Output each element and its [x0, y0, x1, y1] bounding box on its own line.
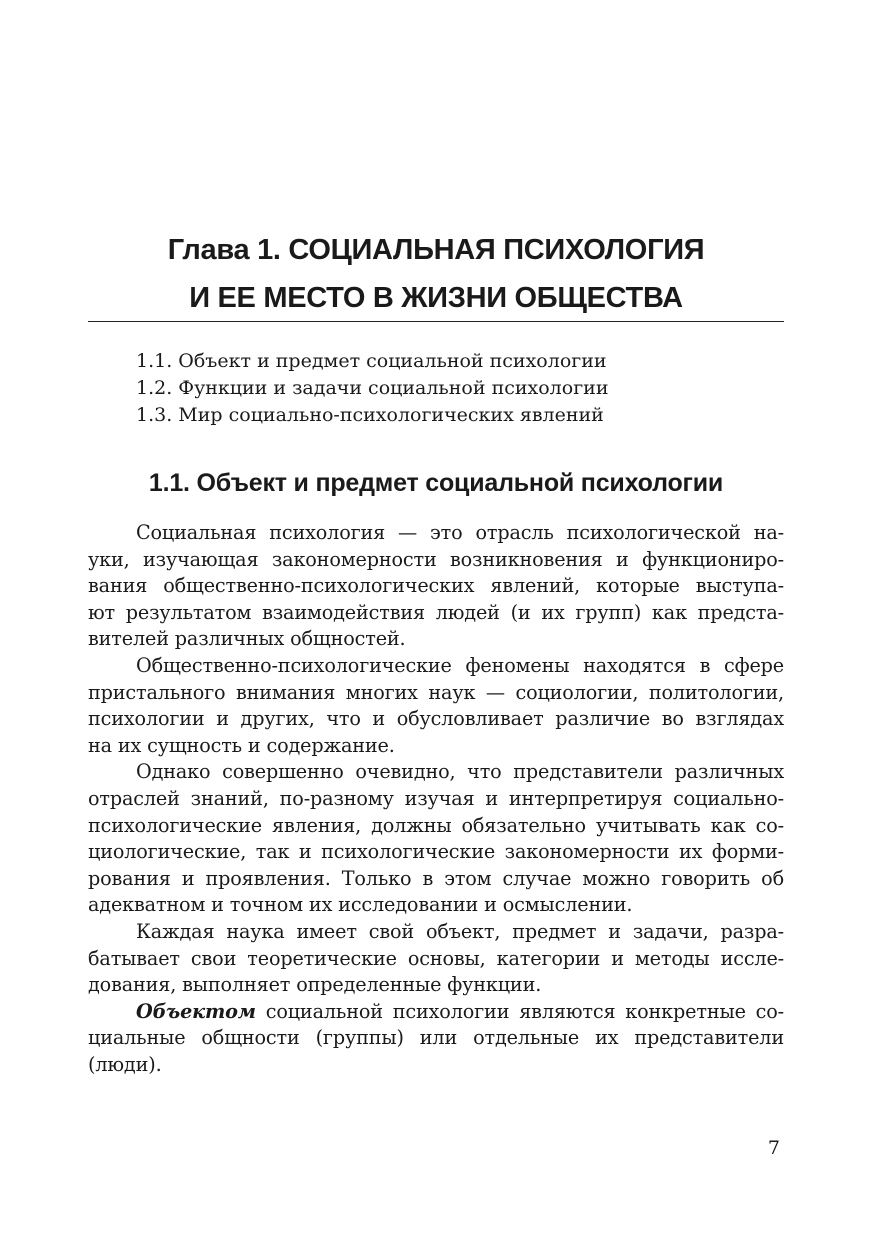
- section-title: 1.1. Объект и предмет социальной психологии: [148, 469, 724, 497]
- toc-item: 1.1. Объект и предмет социальной психологии: [136, 350, 607, 372]
- text-line: [88, 999, 784, 1026]
- text-line: вителей различных общностей.: [88, 627, 406, 651]
- text-line: ют результатом взаимодействия людей (и их групп) как предста-: [88, 600, 784, 624]
- text-line: адекватном и точном их исследовании и осмыслении.: [88, 893, 633, 917]
- text-line: уки, изучающая закономерности возникновения и функциониро-: [88, 547, 784, 571]
- text-line: психологии и других, что и обусловливает различие во взглядах: [88, 707, 784, 731]
- paragraph: [88, 919, 784, 999]
- text-line: психологические явления, должны обязательно учитывать как со-: [88, 813, 784, 837]
- text-line: Каждая наука имеет свой объект, предмет и задачи, разра-: [136, 919, 784, 943]
- text-line: рования и проявления. Только в этом случае можно говорить об: [88, 866, 784, 890]
- paragraph: [88, 653, 784, 759]
- text-fragment: социальной психологии являются конкретные со-: [255, 999, 784, 1023]
- toc-item: 1.2. Функции и задачи социальной психологии: [136, 377, 609, 399]
- text-line: циальные общности (группы) или отдельные их представители: [88, 1026, 784, 1050]
- page-number: 7: [767, 1137, 780, 1159]
- paragraph: [88, 759, 784, 919]
- text-line: дования, выполняет определенные функции.: [88, 973, 542, 997]
- text-line: на их сущность и содержание.: [88, 733, 395, 757]
- text-line: циологические, так и психологические закономерности их форми-: [88, 840, 784, 864]
- toc-item: 1.3. Мир социально-психологических явлений: [136, 404, 604, 426]
- text-line: (люди).: [88, 1052, 162, 1076]
- paragraph: [88, 520, 784, 653]
- text-line: Однако совершенно очевидно, что представители различных: [136, 760, 784, 784]
- chapter-title: [88, 226, 784, 322]
- paragraph-object-definition: [88, 999, 784, 1079]
- text-line: Общественно-психологические феномены находятся в сфере: [136, 653, 784, 677]
- chapter-contents: [136, 348, 608, 429]
- body-text: [88, 520, 784, 1078]
- term-object: Объектом: [136, 999, 256, 1023]
- text-line: отраслей знаний, по-разному изучая и интерпретируя социально-: [88, 786, 784, 810]
- chapter-title-line-2: И ЕЕ МЕСТО В ЖИЗНИ ОБЩЕСТВА: [189, 282, 683, 314]
- chapter-title-line-1: Глава 1. СОЦИАЛЬНАЯ ПСИХОЛОГИЯ: [167, 234, 705, 266]
- text-line: пристального внимания многих наук — социологии, политологии,: [88, 680, 784, 704]
- text-line: Социальная психология — это отрасль психологической на-: [136, 521, 784, 544]
- chapter-divider: [88, 321, 784, 322]
- text-line: батывает свои теоретические основы, категории и методы иссле-: [88, 946, 784, 970]
- text-line: вания общественно-психологических явлений, которые выступа-: [88, 574, 784, 598]
